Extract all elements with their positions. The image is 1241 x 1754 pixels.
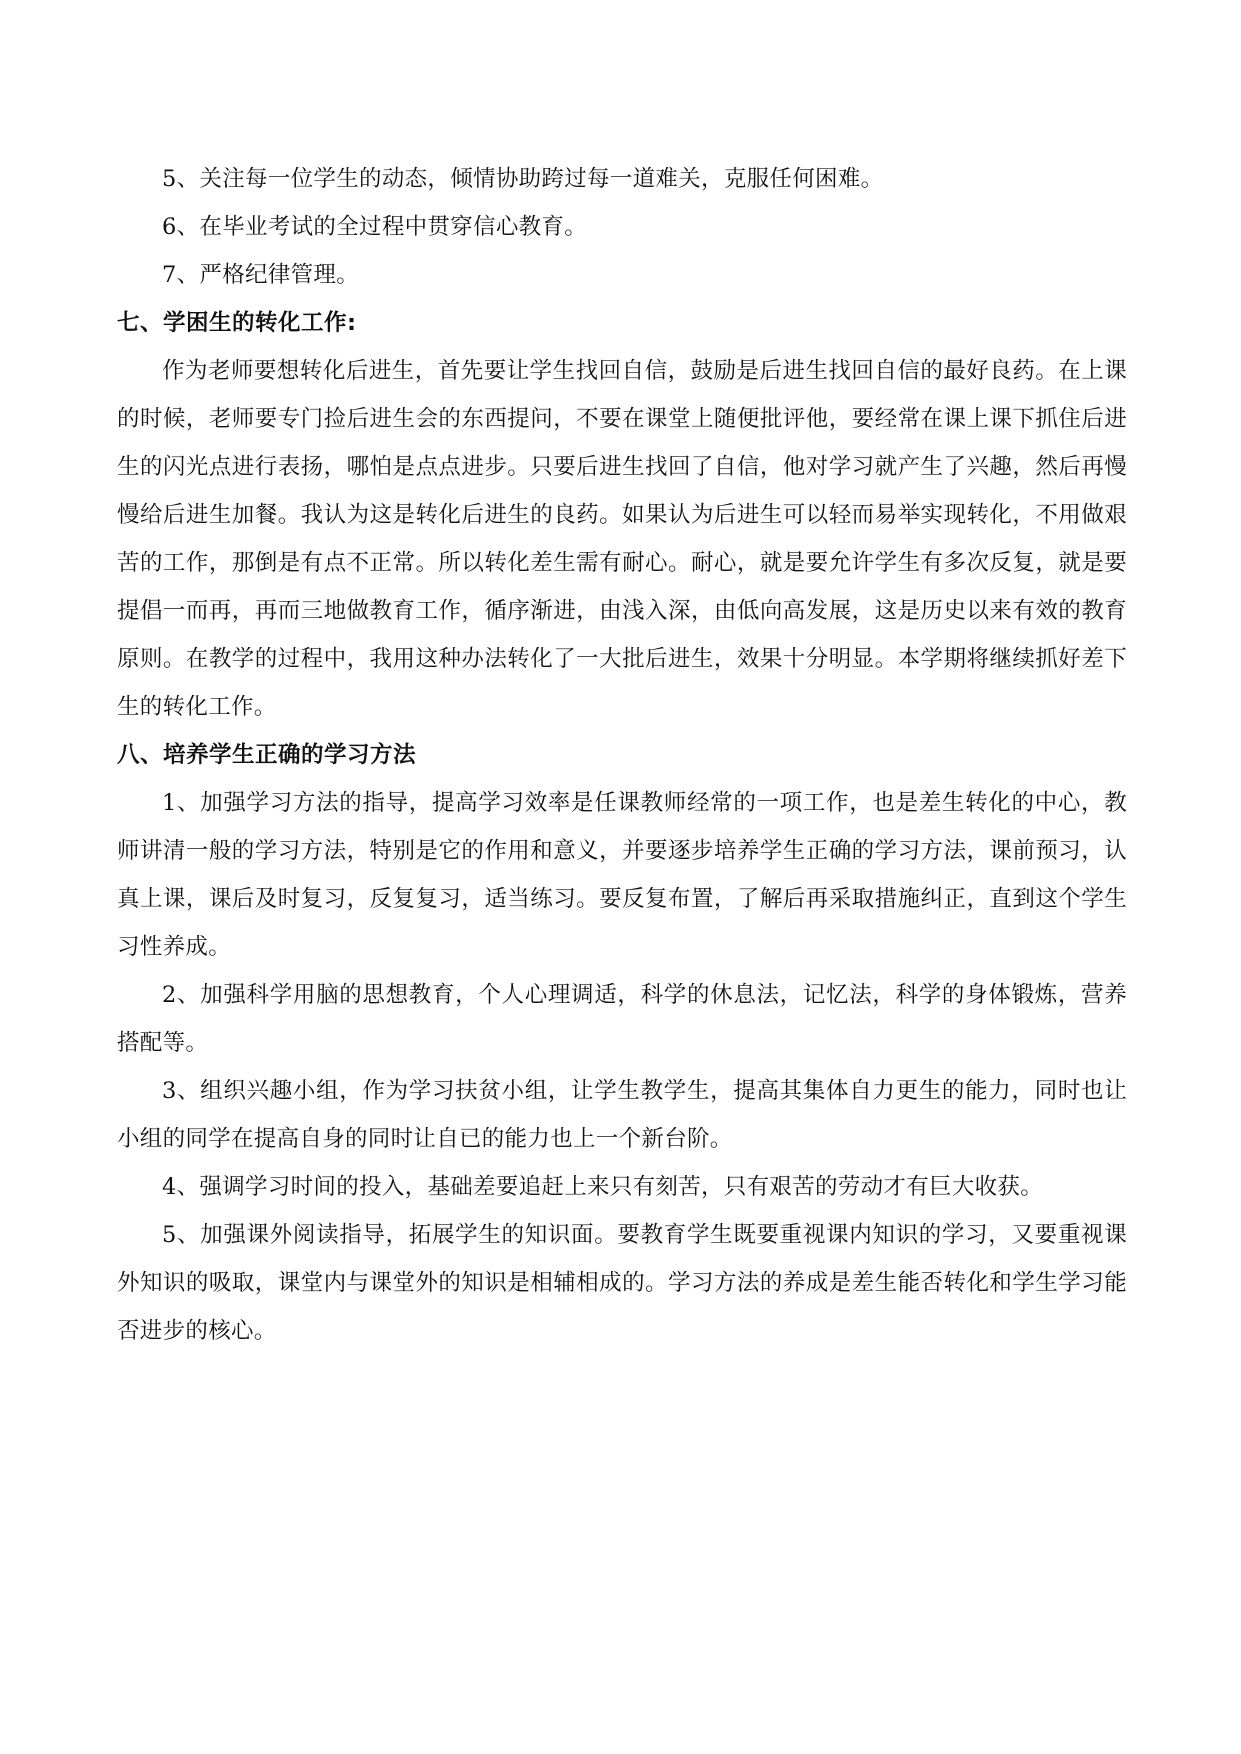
- section-heading: 八、培养学生正确的学习方法: [117, 742, 417, 768]
- method-point: 5、加强课外阅读指导，拓展学生的知识面。要教育学生既要重视课内知识的学习，又要重视课外知识的吸取，课堂内与课堂外的知识是相辅相成的。学习方法的养成是差生能否转化和学生学习能否进步的核心。: [117, 1222, 1127, 1344]
- method-point: 4、强调学习时间的投入，基础差要追赶上来只有刻苦，只有艰苦的劳动才有巨大收获。: [162, 1174, 1044, 1200]
- list-item: 6、在毕业考试的全过程中贯穿信心教育。: [162, 214, 588, 240]
- document-body: [117, 155, 1127, 1355]
- method-point: 2、加强科学用脑的思想教育，个人心理调适，科学的休息法，记忆法，科学的身体锻炼，营养搭配等。: [117, 982, 1127, 1056]
- method-point: 3、组织兴趣小组，作为学习扶贫小组，让学生教学生，提高其集体自力更生的能力，同时也让小组的同学在提高自身的同时让自已的能力也上一个新台阶。: [117, 1078, 1127, 1152]
- list-item: 5、关注每一位学生的动态，倾情协助跨过每一道难关，克服任何困难。: [162, 166, 884, 192]
- method-point: 1、加强学习方法的指导，提高学习效率是任课教师经常的一项工作，也是差生转化的中心，教师讲清一般的学习方法，特别是它的作用和意义，并要逐步培养学生正确的学习方法，课前预习，认真上课，课后及时复习，反复复习，适当练习。要反复布置，了解后再采取措施纠正，直到这个学生习性养成。: [117, 790, 1127, 960]
- section-heading: 七、学困生的转化工作:: [117, 310, 357, 336]
- list-item: 7、严格纪律管理。: [162, 262, 360, 288]
- body-paragraph: 作为老师要想转化后进生，首先要让学生找回自信，鼓励是后进生找回自信的最好良药。在上课的时候，老师要专门捡后进生会的东西提问，不要在课堂上随便批评他，要经常在课上课下抓住后进生的闪光点进行表扬，哪怕是点点进步。只要后进生找回了自信，他对学习就产生了兴趣，然后再慢慢给后进生加餐。我认为这是转化后进生的良药。如果认为后进生可以轻而易举实现转化，不用做艰苦的工作，那倒是有点不正常。所以转化差生需有耐心。耐心，就是要允许学生有多次反复，就是要提倡一而再，再而三地做教育工作，循序渐进，由浅入深，由低向高发展，这是历史以来有效的教育原则。在教学的过程中，我用这种办法转化了一大批后进生，效果十分明显。本学期将继续抓好差下生的转化工作。: [117, 358, 1127, 720]
